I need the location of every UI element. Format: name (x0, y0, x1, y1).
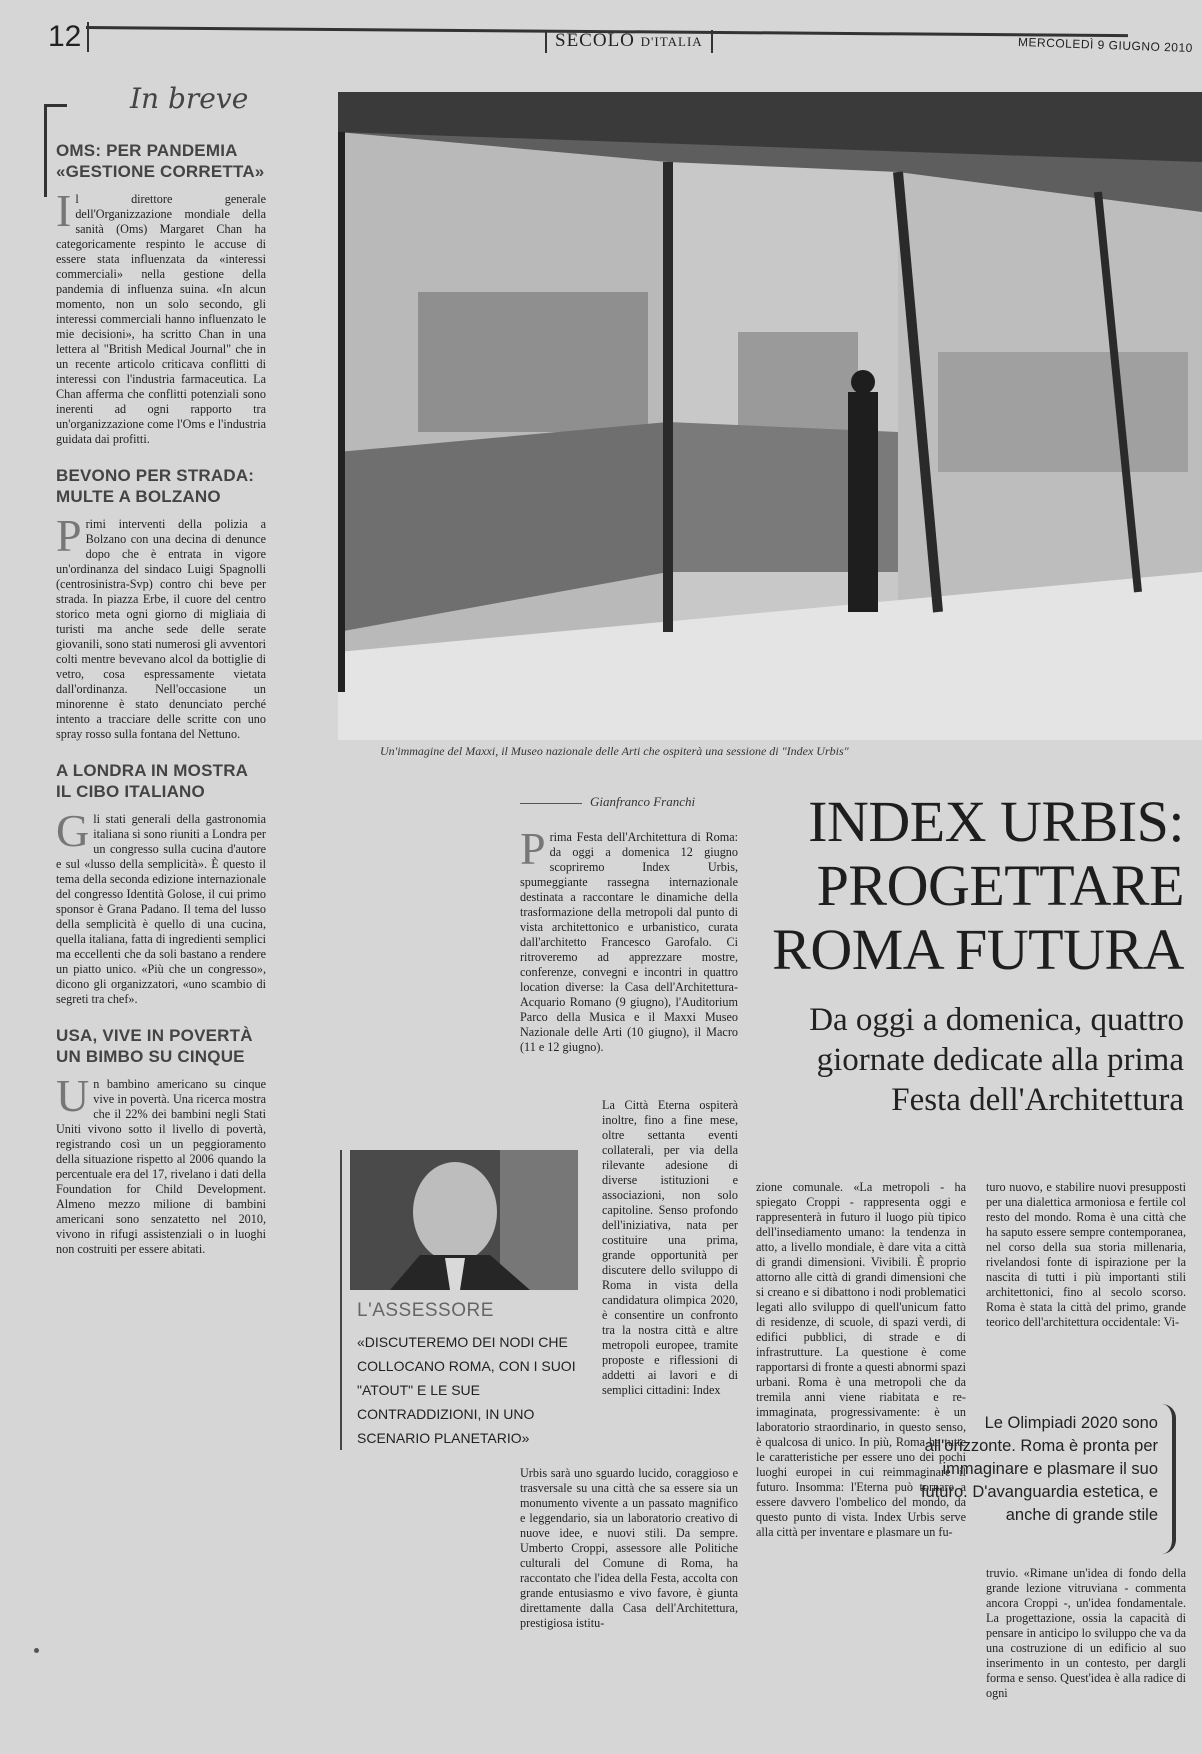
interview-quote: «DISCUTEREMO DEI NODI CHE COLLOCANO ROMA, CON I SUOI "ATOUT" E LE SUE CONTRADDIZIONI, IN UNO SCENARIO PLANETARIO» (357, 1334, 576, 1446)
drop-cap: I (56, 185, 72, 236)
byline: Gianfranco Franchi (520, 794, 695, 810)
title-line: ROMA FUTURA (772, 917, 1184, 982)
pull-quote: Le Olimpiadi 2020 sono all'orizzonte. Roma è pronta per immaginare e plasmare il suo futuro. D'avanguardia estetica, e anche di grande stile (920, 1414, 1158, 1524)
sidebar-rule (340, 1150, 342, 1450)
page-number: 12 (48, 22, 89, 52)
article-text-column-1c: Urbis sarà uno sguardo lucido, coraggioso e trasversale su una città che sa essere sia un monumento vivente a un passato magnifico e leggendario, sia un laboratorio creativo di nuove idee, e nuovi stili. Da sempre. Umberto Croppi, assessore alle Politiche culturali del Comune di Roma, ha raccontato che l'idea della Festa, accolta con grande entusiasmo e vivo favore, è giunta direttamente dalla Casa dell'Architettura, prestigiosa istitu- (520, 1466, 738, 1630)
museum-photo (338, 92, 1202, 740)
brief-text: rimi interventi della polizia a Bolzano con una decina di denunce dopo che è entrata in vigore un'ordinanza del sindaco Luigi Spagnolli (centrosinistra-Svp) contro chi beve per strada. In piazza Erbe, il cuore del centro storico meta ogni giorno di migliaia di turisti ma anche sede delle serate giovanili, sono stati numerosi gli avventori colti mentre bevevano alcol da bottiglie di vetro, cosa espressamente vietata dall'ordinanza. Nell'occasione un minorenne è stato denunciato perché intento a tracciare delle scritte con uno spray rosso sulla fontana del Nettuno. (56, 517, 266, 741)
brief-text: n bambino americano su cinque vive in povertà. Una ricerca mostra che il 22% dei bambini negli Stati Uniti vivono sotto il livello di povertà, registrando così un un peggioramento della situazione rispetto al 2006 quando la percentuale era del 17, rivelano i dati della Foundation for Child Development. Almeno mezzo milione di bambini americani sono senzatetto nel 2010, vivono in rifugi assistenziali o in luoghi non costruiti per essere abitati. (56, 1077, 266, 1256)
pull-quote-bracket (1162, 1404, 1176, 1554)
dateline: MERCOLEDÌ 9 GIUGNO 2010 (1017, 34, 1194, 56)
masthead-suffix: D'ITALIA (640, 34, 703, 49)
title-line: INDEX URBIS: (808, 789, 1184, 854)
brief-heading: A LONDRA IN MOSTRA IL CIBO ITALIANO (56, 761, 248, 801)
title-line: PROGETTARE (816, 853, 1184, 918)
article-text: rima Festa dell'Architettura di Roma: da oggi a domenica 12 giugno scopriremo Index Urbis, spumeggiante rassegna internazionale destinata a raccontare le dinamiche della trasformazione della metropoli dal punto di vista architettonico e urbanistico, curata dall'architetto Francesco Garofalo. Ci ritroveremo ad apprezzare mostre, conferenze, convegni e incontri in quattro location diverse: la Casa dell'Architettura-Acquario Romano (9 giugno), l'Auditorium Parco della Musica e il Maxxi Museo Nazionale delle Arti (10 giugno), il Macro (11 e 12 giugno). (520, 830, 738, 1054)
drop-cap: G (56, 805, 90, 856)
drop-cap: P (56, 510, 82, 561)
brief-body (56, 510, 266, 742)
brief-text: l direttore generale dell'Organizzazione mondiale della sanità (Oms) Margaret Chan ha categoricamente respinto le accuse di essere stata influenzata da «interessi commerciali» nella gestione della pandemia di influenza suina. «In alcun momento, non un solo secondo, gli interessi commerciali hanno influenzato le mie decisioni», ha scritto Chan in una lettera al "British Medical Journal" che in un recente articolo criticava conflitti di interessi con l'industria farmaceutica. La Chan afferma che conflitti potenziali sono inerenti ad ogni rapporto tra un'organizzazione come l'Oms e l'industria guidata dai profitti. (56, 192, 266, 446)
briefs-column (56, 140, 266, 1257)
drop-cap: U (56, 1070, 90, 1121)
article-title (740, 790, 1184, 982)
article-text-column-2: zione comunale. «La metropoli - ha spiegato Croppi - rappresenta oggi e rappresenterà in futuro il luogo più tipico dell'insediamento umano: la tendenza in atto, a livello mondiale, è dare vita a città di grandi dimensioni. Vivibili. È proprio attorno alle città di grandi dimensioni che si creano e si dibattono i nodi problematici legati allo sviluppo di quell'unicum fatto di residenze, di scuole, di spazi verdi, di edifici pubblici, di strade e di infrastrutture. La questione è come rapportarsi di fronte a questi abnormi spazi urbani. Roma è una metropoli che da tremila anni viene riabitata e re-immaginata, progressivamente: è un laboratorio straordinario, in questo senso, è qualcosa di unico. In più, Roma ha tutte le caratteristiche per essere uno dei pochi luoghi europei in cui reimmaginare il futuro. Insomma: l'Eterna può tornare a essere davvero l'ombelico del mondo, da questo punto di vista. Index Urbis serve alla città per inventare e plasmare un fu- (756, 1180, 966, 1539)
article-subtitle: Da oggi a domenica, quattro giornate dedicate alla prima Festa dell'Architettura (809, 1002, 1184, 1118)
section-title: In breve (130, 82, 249, 115)
article-text-column-3b: truvio. «Rimane un'idea di fondo della grande lezione vitruviana - commenta ancora Croppi -, un'idea fondamentale. La progettazione, ossia la capacità di pensare in anticipo lo sviluppo che va da una costruzione di un edificio al suo inserimento in un contesto, per dargli forma e senso. Quest'idea è alla radice di ogni (986, 1566, 1186, 1700)
brief-body (56, 805, 266, 1007)
brief-heading: USA, VIVE IN POVERTÀ UN BIMBO SU CINQUE (56, 1026, 253, 1066)
photo-illustration (338, 92, 1202, 740)
brief-heading: BEVONO PER STRADA: MULTE A BOLZANO (56, 466, 255, 506)
brief-body (56, 185, 266, 447)
article-text-column-1b: La Città Eterna ospiterà inoltre, fino a fine mese, oltre settanta eventi collaterali, per via della rilevante adesione di diverse istituzioni e associazioni, non solo capitoline. Senso profondo dell'iniziativa, nata per costituire una prima, grande opportunità per discutere dello sviluppo di Roma in vista della candidatura olimpica 2020, è consentire un confronto tra la nostra città e altre metropoli europee, tramite proposte e riflessioni di addetti ai lavori e di semplici cittadini: Index (602, 1098, 738, 1397)
brief-body (56, 1070, 266, 1257)
brief-heading: OMS: PER PANDEMIA «GESTIONE CORRETTA» (56, 141, 265, 181)
portrait-illustration (350, 1150, 578, 1290)
assessore-portrait (350, 1150, 578, 1290)
interview-label: L'ASSESSORE (357, 1300, 494, 1321)
drop-cap: P (520, 823, 546, 874)
masthead (545, 30, 713, 53)
article-text-column-3a: turo nuovo, e stabilire nuovi presupposti per una dialettica armoniosa e fertile col resto del mondo. Roma è una città che ha saputo essere sempre contemporanea, nel corso della sua storia millenaria, rivelandosi fonte di ispirazione per la nascita di tutti i più importanti stili architettonici, fino al secolo scorso. Roma è stata la città del primo, grande teorico dell'architettura occidentale: Vi- (986, 1180, 1186, 1329)
brief-text: li stati generali della gastronomia italiana si sono riuniti a Londra per un congresso sulla cucina d'autore e sul «lusso della semplicità». È questo il tema della seconda edizione internazionale del congresso Identità Golose, il cui primo sponsor è Grana Padano. Il tema del lusso della semplicità è quello di una cucina, quella italiana, fatta di ingredienti semplici ma eccellenti che da soli bastano a rendere un piatto unico. «Più che un congresso», dicono gli organizzatori, «uno scambio di segreti tra chef». (56, 812, 266, 1006)
article-text-column-1a (520, 823, 738, 1055)
masthead-name: SECOLO (555, 30, 635, 51)
decorative-dot (34, 1648, 39, 1653)
photo-caption: Un'immagine del Maxxi, il Museo nazionale delle Arti che ospiterà una sessione di "Index Urbis" (380, 744, 849, 758)
